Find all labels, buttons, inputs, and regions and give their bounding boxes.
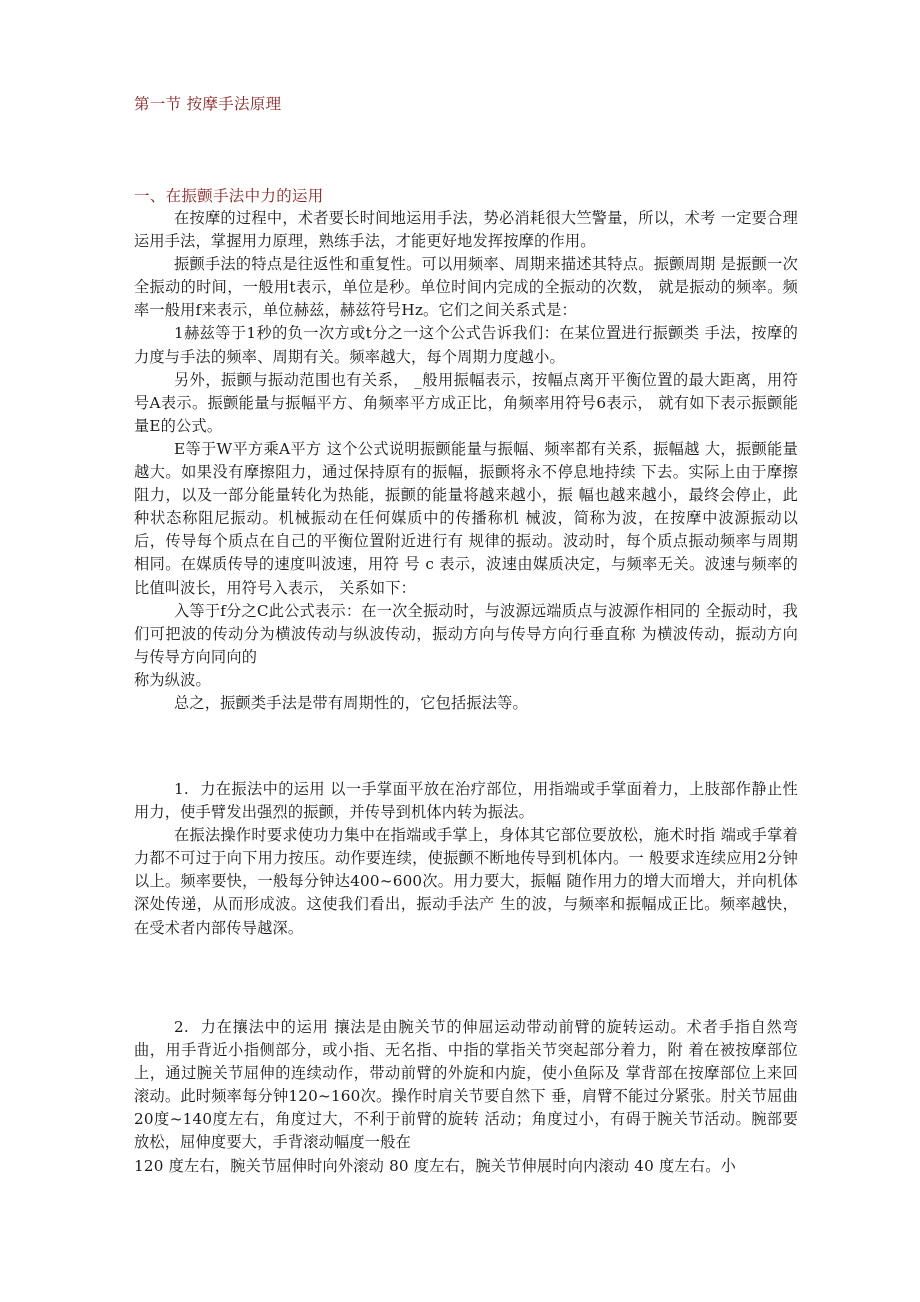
item-1-number: 1.	[174, 780, 189, 798]
item-2-number: 2.	[174, 1018, 189, 1036]
paragraph: 入等于f分之C此公式表示：在一次全振动时，与波源远端质点与波源作相同的 全振动时，我们可把波的传动分为横波传动与纵波传动，振动方向与传导方向行垂直称 为横波传动，振动方向与传导方向同向的	[134, 601, 798, 666]
paragraph: 120 度左右，腕关节屈伸时向外滚动 80 度左右，腕关节伸展时向内滚动 40 度左右。小	[134, 1156, 736, 1175]
item-2-block	[134, 1016, 798, 1178]
page-title: 第一节 按摩手法原理	[134, 95, 282, 113]
section-body	[134, 207, 798, 715]
item-2-paragraph	[134, 1016, 798, 1155]
item-2-text: 力在攘法中的运用 攘法是由腕关节的伸屈运动带动前臂的旋转运动。术者手指自然弯曲，用手背近小指侧部分，或小指、无名指、中指的掌指关节突起部分着力，附 着在被按摩部位上，通过腕关节屈伸的连续动作，带动前臂的外旋和内旋，使小鱼际及 掌背部在按摩部位上来回滚动。此时频率每分钟120~160次。操作时肩关节要自然下 垂，肩臂不能过分紧张。肘关节屈曲20度~140度左右，角度过大，不利于前臂的旋转 活动；角度过小，有碍于腕关节活动。腕部要放松，屈伸度要大，手背滚动幅度一般在	[134, 1018, 798, 1152]
paragraph: E等于W平方乘A平方 这个公式说明振颤能量与振幅、频率都有关系，振幅越 大，振颤能量越大。如果没有摩擦阻力，通过保持原有的振幅，振颤将永不停息地持续 下去。实际上由于摩擦阻力，以及一部分能量转化为热能，振颤的能量将越来越小，振 幅也越来越小，最终会停止，此种状态称阻尼振动。机械振动在任何媒质中的传播称机 械波，简称为波，在按摩中波源振动以后，传导每个质点在自己的平衡位置附近进行有 规律的振动。波动时，每个质点振动频率与周期相同。在媒质传导的速度叫波速，用符 号 c 表示，波速由媒质决定，与频率无关。波速与频率的比值叫波长，用符号入表示， 关系如下：	[134, 439, 798, 597]
paragraph: 称为纵波。	[134, 670, 211, 689]
section-heading: 一、在振颤手法中力的运用	[134, 187, 324, 205]
item-1-text: 力在振法中的运用 以一手掌面平放在治疗部位，用指端或手掌面着力，上肢部作静止性用力，使手臂发出强烈的振颤，并传导到机体内转为振法。	[134, 780, 798, 822]
paragraph: 1赫兹等于1秒的负一次方或t分之一这个公式告诉我们：在某位置进行振颤类 手法，按摩的力度与手法的频率、周期有关。频率越大，每个周期力度越小。	[134, 324, 798, 366]
paragraph: 在按摩的过程中，术者要长时间地运用手法，势必消耗很大竺警量，所以，术考 一定要合理运用手法，掌握用力原理，熟练手法，才能更好地发挥按摩的作用。	[134, 209, 798, 251]
paragraph: 总之，振颤类手法是带有周期性的，它包括振法等。	[174, 693, 528, 712]
paragraph: 振颤手法的特点是往返性和重复性。可以用频率、周期来描述其特点。振颤周期 是振颤一次全振动的时间，一般用t表示，单位是秒。单位时间内完成的全振动的次数， 就是振动的频率。频率一般用f来表示，单位赫兹，赫兹符号Hz。它们之间关系式是：	[134, 255, 798, 320]
item-1-block	[134, 778, 798, 940]
paragraph: 另外，振颤与振动范围也有关系， _般用振幅表示，按幅点离开平衡位置的最大距离，用符号A表示。振颤能量与振幅平方、角频率平方成正比，角频率用符号6表示， 就有如下表示振颤能量E的公式。	[134, 370, 798, 435]
item-1-paragraph	[134, 778, 798, 824]
paragraph: 在振法操作时要求使功力集中在指端或手掌上，身体其它部位要放松，施术时指 端或手掌着力都不可过于向下用力按压。动作要连续，使振颤不断地传导到机体内。一 般要求连续应用2分钟以上。频率要快，一般每分钟达400~600次。用力要大，振幅 随作用力的增大而增大，并向机体深处传递，从而形成波。这使我们看出，振动手法产 生的波，与频率和振幅成正比。频率越快，在受术者内部传导越深。	[134, 826, 798, 937]
